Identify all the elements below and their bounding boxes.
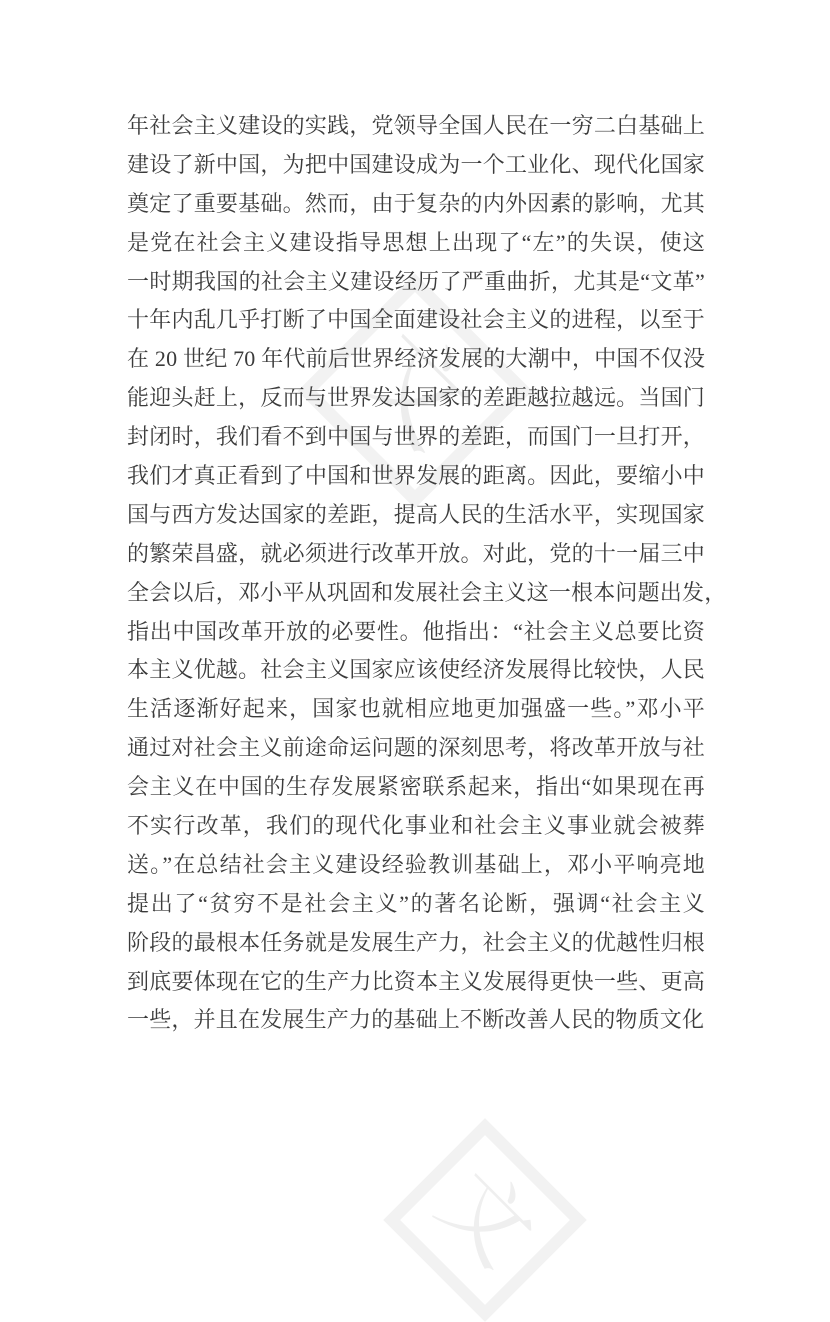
text-line: 全会以后，邓小平从巩固和发展社会主义这一根本问题出发， xyxy=(127,579,727,605)
text-line: 会主义在中国的生存发展紧密联系起来，指出“如果现在再 xyxy=(127,774,705,800)
text-line: 指出中国改革开放的必要性。他指出：“社会主义总要比资 xyxy=(127,618,705,644)
text-line: 的繁荣昌盛，就必须进行改革开放。对此，党的十一届三中 xyxy=(127,540,705,566)
text-line: 国与西方发达国家的差距，提高人民的生活水平，实现国家 xyxy=(127,501,705,527)
text-line: 一时期我国的社会主义建设经历了严重曲折，尤其是“文革” xyxy=(127,268,705,294)
text-line: 不实行改革，我们的现代化事业和社会主义事业就会被葬 xyxy=(127,813,705,839)
text-line: 年社会主义建设的实践，党领导全国人民在一穷二白基础上 xyxy=(127,113,705,138)
text-line: 到底要体现在它的生产力比资本主义发展得更快一些、更高 xyxy=(127,968,705,994)
diamond-outline-icon xyxy=(383,1118,587,1322)
text-line: 通过对社会主义前途命运问题的深刻思考，将改革开放与社 xyxy=(127,735,705,761)
text-line: 我们才真正看到了中国和世界发展的距离。因此，要缩小中 xyxy=(127,463,705,489)
text-line: 本主义优越。社会主义国家应该使经济发展得比较快，人民 xyxy=(127,657,705,683)
text-line: 是党在社会主义建设指导思想上出现了“左”的失误，使这 xyxy=(127,229,705,255)
text-line: 建设了新中国，为把中国建设成为一个工业化、现代化国家 xyxy=(127,151,705,177)
text-line: 生活逐渐好起来，国家也就相应地更加强盛一些。”邓小平 xyxy=(127,696,705,722)
text-line: 能迎头赶上，反而与世界发达国家的差距越拉越远。当国门 xyxy=(127,385,705,411)
text-line: 封闭时，我们看不到中国与世界的差距，而国门一旦打开， xyxy=(127,424,705,450)
text-line: 十年内乱几乎打断了中国全面建设社会主义的进程，以至于 xyxy=(127,307,705,333)
watermark-glyph: 文 xyxy=(419,1154,551,1286)
text-line: 提出了“贫穷不是社会主义”的著名论断，强调“社会主义 xyxy=(127,890,705,916)
text-line: 阶段的最根本任务就是发展生产力，社会主义的优越性归根 xyxy=(127,929,705,955)
text-line: 在 20 世纪 70 年代前后世界经济发展的大潮中，中国不仅没 xyxy=(127,346,706,372)
watermark-glyph: 文 xyxy=(335,310,496,471)
text-line: 送。”在总结社会主义建设经验教训基础上，邓小平响亮地 xyxy=(127,851,705,877)
document-text xyxy=(127,107,727,1040)
text-line: 奠定了重要基础。然而，由于复杂的内外因素的影响，尤其 xyxy=(127,190,705,216)
text-line: 一些，并且在发展生产力的基础上不断改善人民的物质文化 xyxy=(127,1007,705,1033)
